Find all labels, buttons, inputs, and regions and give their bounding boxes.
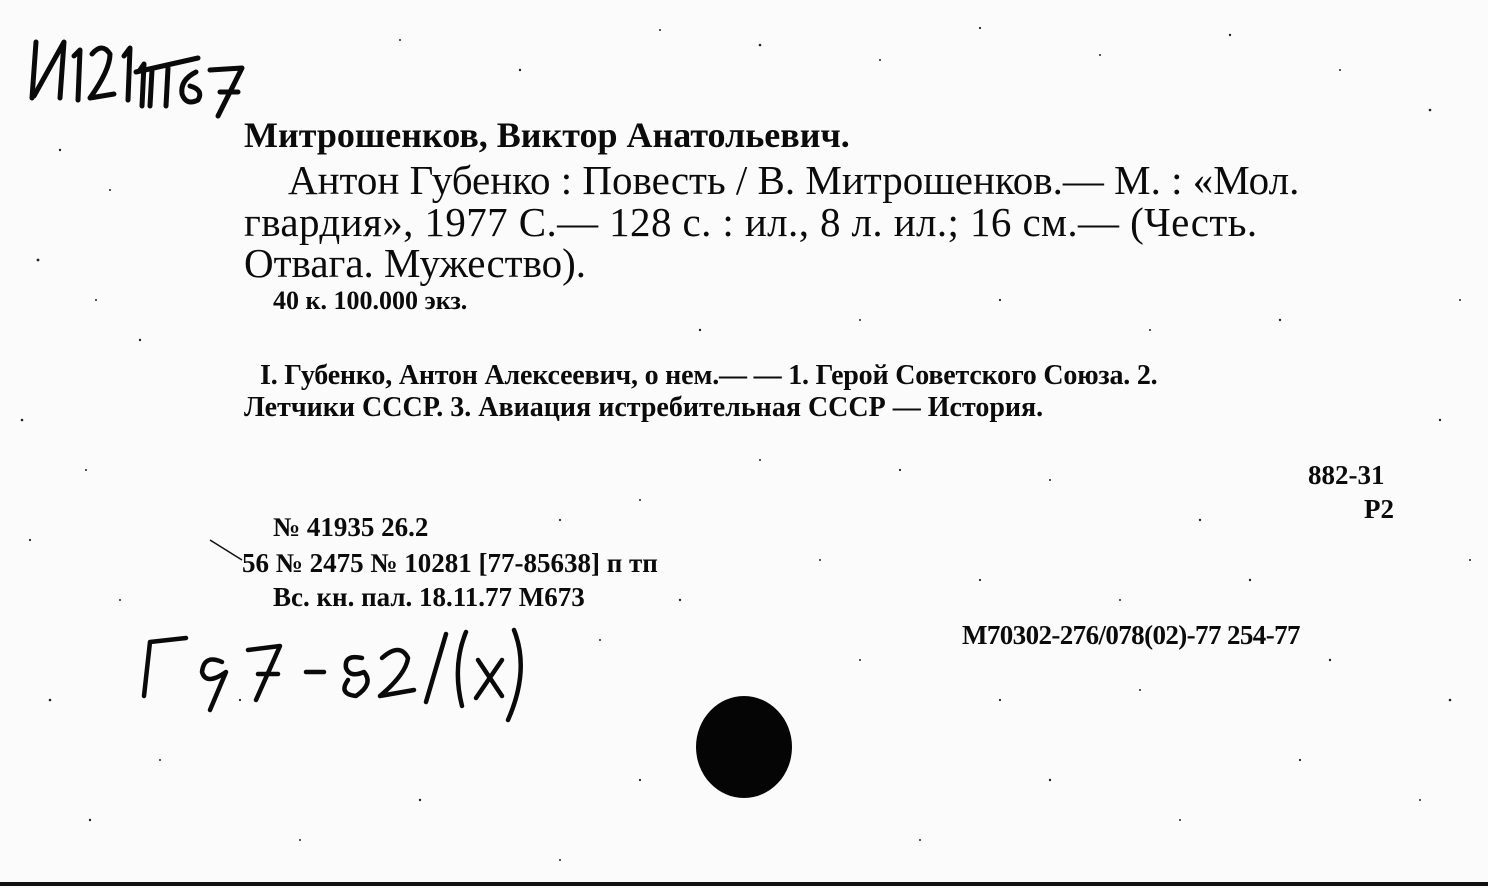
classification-number: 882-31 [1308,460,1385,490]
registration-line-3: Вс. кн. пал. 18.11.77 М673 [273,582,585,612]
handwritten-call-number [20,20,280,130]
price-print-run: 40 к. 100.000 экз. [273,286,468,315]
registration-line-2: 56 № 2475 № 10281 [77-85638] п тп [242,548,658,578]
registration-line-1: № 41935 26.2 [273,512,429,542]
title-line-1: Антон Губенко : Повесть / В. Митрошенков.— М. : «Мол. [288,157,1300,203]
subject-line-2: Летчики СССР. 3. Авиация истребительная СССР — История. [244,392,1044,423]
title-line-2: гвардия», 1977 С.— 128 с. : ил., 8 л. ил.; 16 см.— (Честь. [244,199,1258,245]
punch-hole [696,696,792,798]
classification-mark: Р2 [1364,494,1394,524]
publisher-code: М70302-276/078(02)-77 254-77 [962,620,1300,650]
handwritten-note [130,610,550,730]
title-line-3: Отвага. Мужество). [244,240,587,286]
subject-line-1: I. Губенко, Антон Алексеевич, о нем.— — 1. Герой Советского Союза. 2. [260,360,1158,391]
author-heading: Митрошенков, Виктор Анатольевич. [244,115,850,155]
